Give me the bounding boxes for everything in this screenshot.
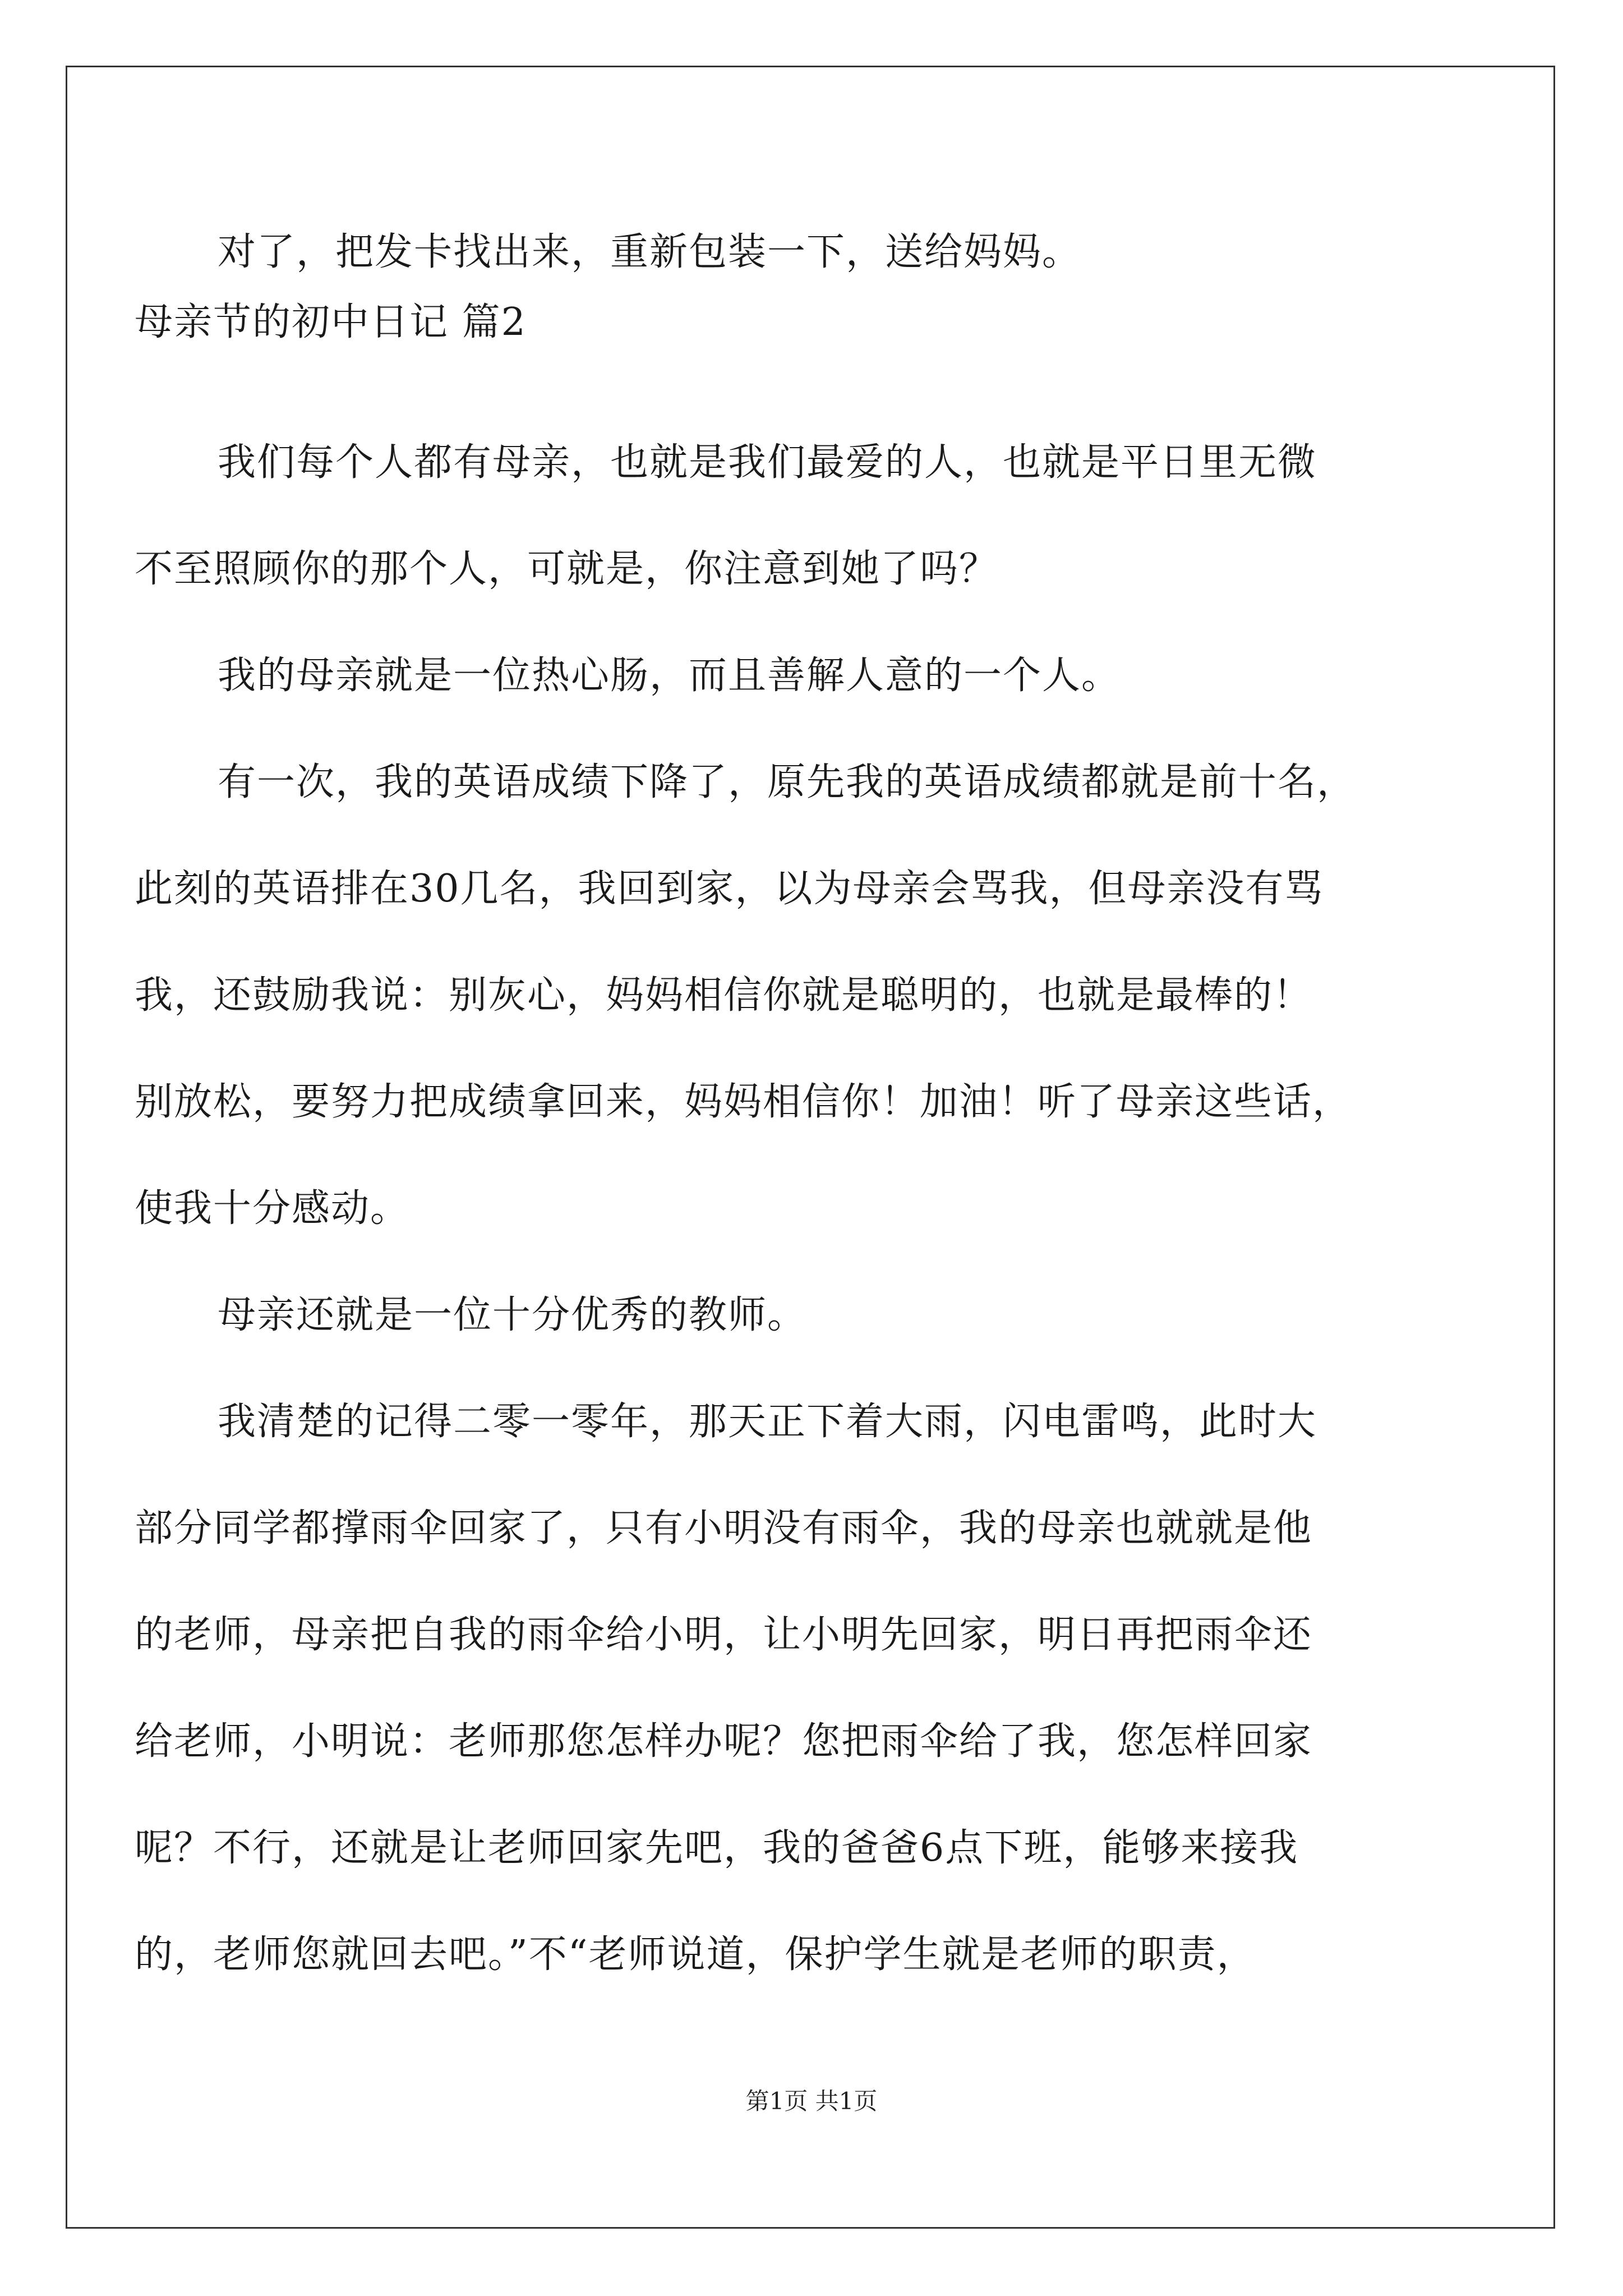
paragraph-line: 的，老师您就回去吧。”不“老师说道，保护学生就是老师的职责，: [135, 1932, 1256, 1977]
paragraph-line: 给老师，小明说：老师那您怎样办呢？您把雨伞给了我，您怎样回家: [135, 1719, 1313, 1764]
paragraph-line: 的老师，母亲把自我的雨伞给小明，让小明先回家，明日再把雨伞还: [135, 1613, 1313, 1657]
paragraph-line: 对了，把发卡找出来，重新包装一下，送给妈妈。: [218, 230, 1082, 274]
paragraph-line: 不至照顾你的那个人，可就是，你注意到她了吗？: [135, 547, 999, 591]
paragraph-line: 我，还鼓励我说：别灰心，妈妈相信你就是聪明的，也就是最棒的！: [135, 973, 1313, 1018]
paragraph-line: 部分同学都撑雨伞回家了，只有小明没有雨伞，我的母亲也就就是他: [135, 1506, 1313, 1550]
paragraph-line: 使我十分感动。: [135, 1186, 410, 1231]
paragraph-line: 有一次，我的英语成绩下降了，原先我的英语成绩都就是前十名，: [218, 760, 1357, 804]
page-footer: 第1页 共1页: [745, 2087, 878, 2115]
paragraph-line: 我的母亲就是一位热心肠，而且善解人意的一个人。: [218, 654, 1121, 698]
paragraph-line: 别放松，要努力把成绩拿回来，妈妈相信你！加油！听了母亲这些话，: [135, 1080, 1352, 1124]
paragraph-line: 我清楚的记得二零一零年，那天正下着大雨，闪电雷鸣，此时大: [218, 1400, 1317, 1444]
paragraph-line: 此刻的英语排在30几名，我回到家，以为母亲会骂我，但母亲没有骂: [135, 867, 1324, 911]
paragraph-line: 母亲还就是一位十分优秀的教师。: [218, 1293, 807, 1337]
paragraph-line: 我们每个人都有母亲，也就是我们最爱的人，也就是平日里无微: [218, 440, 1317, 485]
section-heading: 母亲节的初中日记 篇2: [135, 300, 527, 344]
page-border: [66, 66, 1555, 2229]
paragraph-line: 呢？不行，还就是让老师回家先吧，我的爸爸6点下班，能够来接我: [135, 1826, 1299, 1870]
